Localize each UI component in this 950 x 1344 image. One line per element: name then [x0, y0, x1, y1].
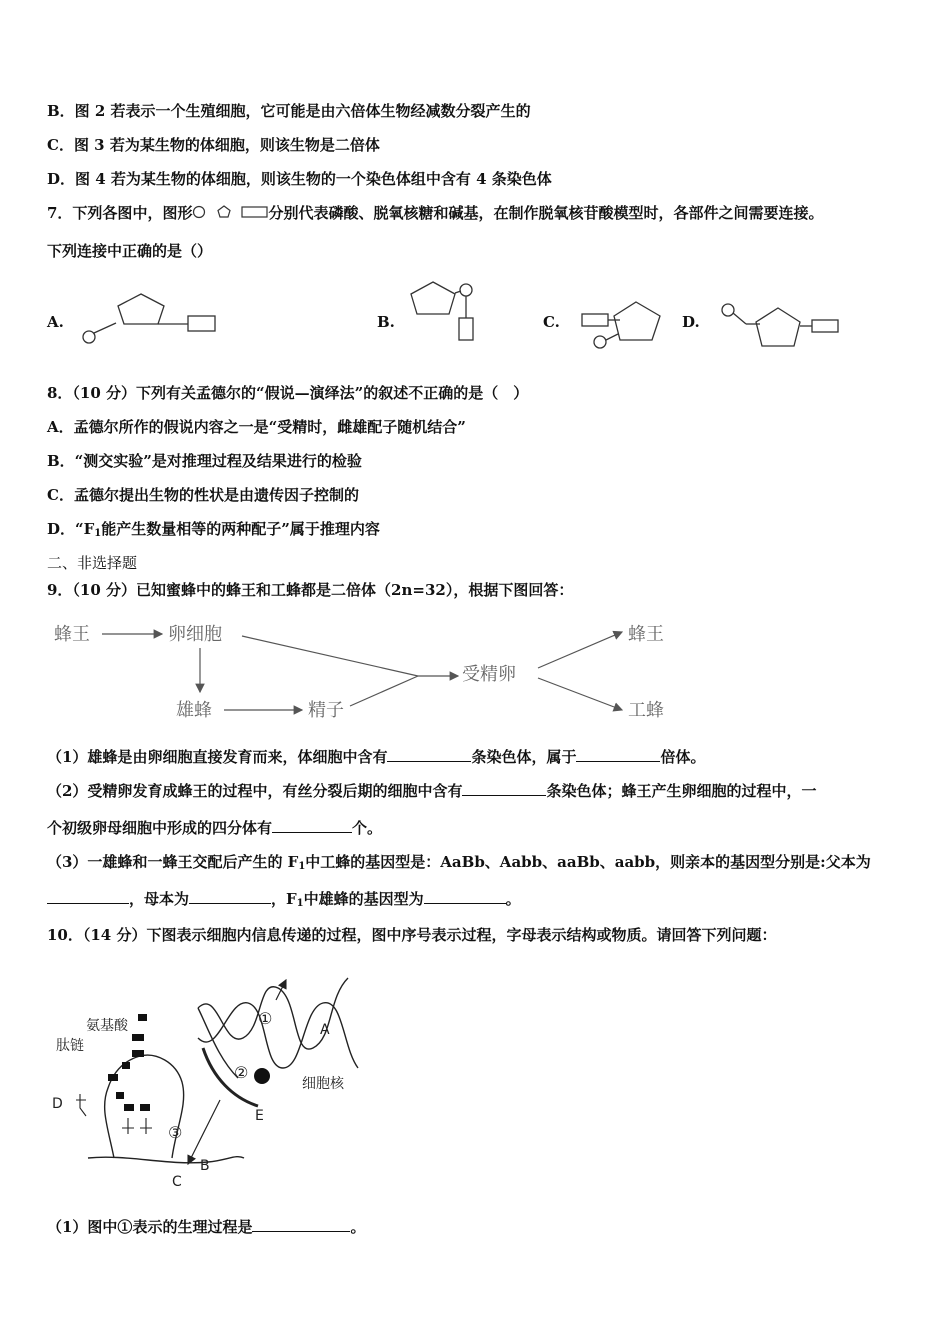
q9-p3-text-b: 中工蜂的基因型是：AaBb、Aabb、aaBb、aabb，则亲本的基因型分别是:父本为	[305, 853, 871, 871]
q7-option-a-label: A.	[47, 313, 64, 331]
q10-p1-text-b: 。	[350, 1218, 366, 1236]
q6-option-d: D．图 4 若为某生物的体细胞，则该生物的一个染色体组中含有 4 条染色体	[47, 170, 552, 188]
q7-option-d-figure	[712, 296, 842, 352]
q10-blank-1[interactable]	[252, 1217, 350, 1232]
diagram-sperm: 精子	[308, 700, 344, 721]
q8-d-pre: D．“F	[47, 520, 95, 538]
label-amino-acid: 氨基酸	[86, 1018, 128, 1034]
label-process-2: ②	[234, 1063, 249, 1082]
q9-blank-6[interactable]	[189, 889, 271, 904]
q9-p2-text-b: 条染色体；蜂王产生卵细胞的过程中，一	[546, 782, 817, 800]
q9-part3-cont	[47, 889, 521, 914]
diagram-queen: 蜂王	[54, 624, 90, 645]
q8-d-post: 能产生数量相等的两种配子”属于推理内容	[101, 520, 380, 538]
q7-stem	[47, 203, 823, 223]
q9-p3-text-e: 中雄蜂的基因型为	[303, 890, 424, 908]
q8-stem: 8．（10 分）下列有关孟德尔的“假说—演绎法”的叙述不正确的是（ ）	[47, 384, 529, 402]
q9-p3-text-d: ，F	[271, 890, 297, 908]
q10-part1	[47, 1217, 365, 1237]
q8-option-a: A．孟德尔所作的假说内容之一是“受精时，雌雄配子随机结合”	[47, 418, 466, 436]
q8-option-d	[47, 519, 380, 544]
q9-p3-text-c: ，母本为	[129, 890, 190, 908]
q7-line2: 下列连接中正确的是（）	[47, 242, 213, 260]
component-legend-icon	[192, 203, 268, 221]
diagram-zygote: 受精卵	[462, 664, 516, 685]
q9-part2	[47, 781, 816, 801]
q9-part1	[47, 747, 705, 767]
q9-blank-7[interactable]	[424, 889, 506, 904]
rna-polymerase-E	[254, 1068, 270, 1084]
q7-option-b-label: B.	[377, 313, 395, 331]
trna-molecules	[76, 1094, 152, 1134]
mrna-strand	[203, 1048, 258, 1106]
q9-p1-text-b: 条染色体，属于	[471, 748, 577, 766]
q9-part2-cont	[47, 818, 382, 838]
q6-option-c: C．图 3 若为某生物的体细胞，则该生物是二倍体	[47, 136, 380, 154]
label-B: B	[200, 1158, 210, 1174]
label-nucleus: 细胞核	[302, 1076, 344, 1092]
diagram-drone: 雄蜂	[176, 700, 212, 721]
q8-d-sub: 1	[94, 528, 102, 539]
label-process-3: ③	[168, 1123, 183, 1142]
label-E: E	[255, 1108, 264, 1124]
diagram-worker: 工蜂	[628, 700, 664, 721]
gene-expression-diagram	[48, 958, 378, 1198]
q8-option-c: C．孟德尔提出生物的性状是由遗传因子控制的	[47, 486, 359, 504]
q9-part3	[47, 852, 871, 877]
q7-option-c-label: C.	[543, 313, 560, 331]
q9-blank-1[interactable]	[387, 747, 471, 762]
q9-p3-sub-2: 1	[296, 898, 304, 909]
dna-helix	[198, 978, 358, 1078]
q9-p1-text-c: 倍体。	[660, 748, 706, 766]
q9-blank-5[interactable]	[47, 889, 129, 904]
q9-blank-2[interactable]	[576, 747, 660, 762]
q7-suffix: 分别代表磷酸、脱氧核糖和碱基，在制作脱氧核苷酸模型时，各部件之间需要连接。	[268, 204, 824, 222]
q7-option-a-figure	[78, 288, 220, 348]
q9-p2-text-a: （2）受精卵发育成蜂王的过程中，有丝分裂后期的细胞中含有	[47, 782, 463, 800]
q8-option-b: B．“测交实验”是对推理过程及结果进行的检验	[47, 452, 362, 470]
diagram-queen-out: 蜂王	[628, 624, 664, 645]
q9-p3-sub: 1	[298, 861, 306, 872]
label-C: C	[172, 1174, 182, 1190]
q9-p2-text-d: 个。	[352, 819, 383, 837]
q7-prefix: 7．下列各图中，图形	[47, 204, 193, 222]
q9-p3-text-f: 。	[505, 890, 521, 908]
label-D: D	[52, 1096, 63, 1112]
membrane-B	[88, 1157, 244, 1163]
q9-p3-text-a: （3）一雄蜂和一蜂王交配后产生的 F	[47, 853, 299, 871]
diagram-egg: 卵细胞	[168, 624, 222, 645]
q9-p2-text-c: 个初级卵母细胞中形成的四分体有	[47, 819, 273, 837]
q9-blank-3[interactable]	[462, 781, 546, 796]
label-process-1: ①	[258, 1009, 273, 1028]
q7-option-d-label: D.	[682, 313, 700, 331]
section-heading: 二、非选择题	[47, 554, 138, 572]
q9-p1-text-a: （1）雄蜂是由卵细胞直接发育而来，体细胞中含有	[47, 748, 388, 766]
label-peptide: 肽链	[56, 1038, 84, 1054]
q9-blank-4[interactable]	[272, 818, 352, 833]
q6-option-b: B．图 2 若表示一个生殖细胞，它可能是由六倍体生物经减数分裂产生的	[47, 102, 531, 120]
q9-stem: 9．（10 分）已知蜜蜂中的蜂王和工蜂都是二倍体（2n=32），根据下图回答：	[47, 581, 574, 599]
q7-option-c-figure	[580, 294, 670, 354]
label-A: A	[320, 1022, 330, 1038]
q10-stem: 10．（14 分）下图表示细胞内信息传递的过程，图中序号表示过程，字母表示结构或物质。请回答下列问题：	[47, 926, 777, 944]
bee-reproduction-diagram	[50, 612, 690, 730]
q10-p1-text-a: （1）图中①表示的生理过程是	[47, 1218, 253, 1236]
q7-option-b-figure	[405, 276, 485, 346]
